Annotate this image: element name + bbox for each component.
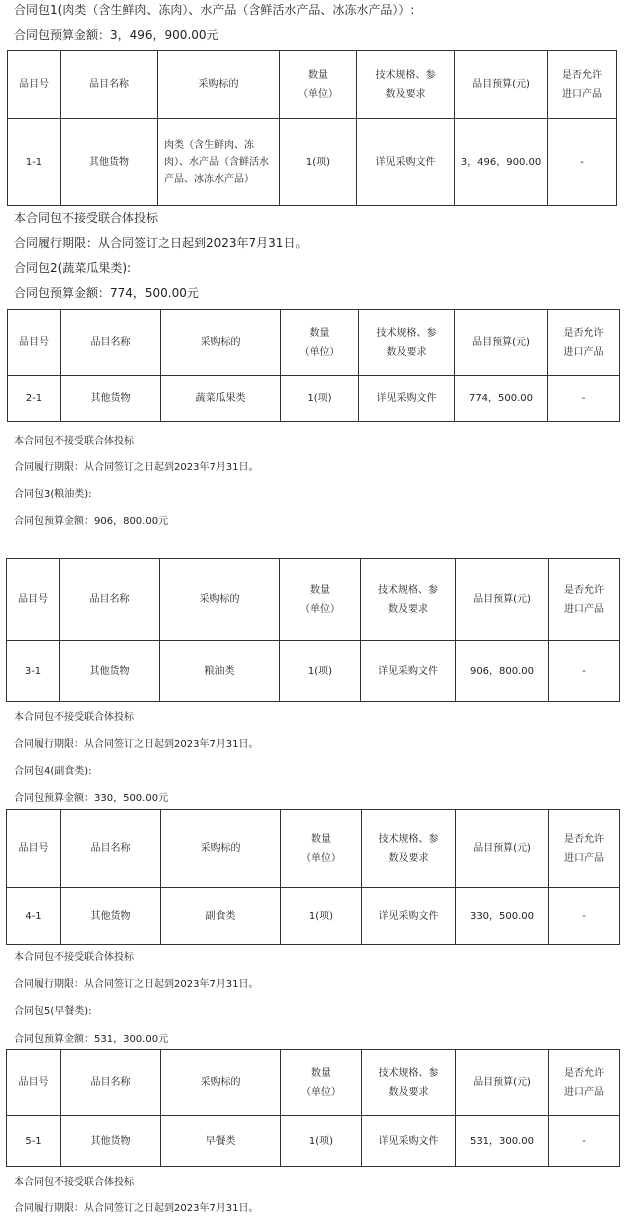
cell-item-name: 其他货物 — [60, 641, 160, 702]
header-item-no: 品目号 — [7, 1050, 61, 1116]
header-budget: 品目预算(元) — [456, 559, 549, 641]
package-4-table — [6, 809, 620, 945]
header-spec: 技术规格、参 数及要求 — [361, 559, 456, 641]
header-item-no: 品目号 — [7, 559, 60, 641]
table-header-row — [7, 1050, 620, 1116]
package-2-table — [7, 309, 620, 422]
table-row — [7, 1116, 620, 1167]
header-spec: 技术规格、参 数及要求 — [362, 1050, 456, 1116]
cell-item-no: 2-1 — [8, 376, 61, 422]
cell-quantity: 1(项) — [281, 376, 359, 422]
table-header-row — [7, 810, 620, 888]
cell-quantity: 1(项) — [281, 1116, 362, 1167]
table-row — [7, 641, 620, 702]
package-2-title: 合同包2(蔬菜瓜果类): — [14, 261, 132, 275]
cell-import: - — [549, 641, 620, 702]
package-1-note-joint: 本合同包不接受联合体投标 — [14, 211, 159, 225]
header-import: 是否允许 进口产品 — [549, 559, 620, 641]
package-4-budget: 合同包预算金额：330，500.00元 — [14, 793, 169, 804]
header-quantity: 数量 （单位） — [281, 1050, 362, 1116]
package-2-note-term: 合同履行期限：从合同签订之日起到2023年7月31日。 — [14, 462, 259, 473]
package-1-table — [7, 50, 617, 206]
header-item-no: 品目号 — [8, 51, 61, 119]
cell-budget: 906，800.00 — [456, 641, 549, 702]
cell-budget: 774，500.00 — [455, 376, 548, 422]
package-3-note-joint: 本合同包不接受联合体投标 — [14, 712, 134, 723]
header-item-name: 品目名称 — [61, 810, 161, 888]
package-4-title: 合同包4(副食类): — [14, 766, 92, 777]
table-header-row — [8, 310, 620, 376]
package-5-budget: 合同包预算金额：531，300.00元 — [14, 1034, 169, 1045]
table-row — [7, 888, 620, 945]
package-1-budget: 合同包预算金额：3，496，900.00元 — [14, 28, 219, 42]
package-3-table — [6, 558, 620, 702]
header-target: 采购标的 — [161, 1050, 281, 1116]
package-4-note-joint: 本合同包不接受联合体投标 — [14, 952, 134, 963]
header-import: 是否允许 进口产品 — [548, 51, 617, 119]
header-budget: 品目预算(元) — [456, 1050, 549, 1116]
header-item-no: 品目号 — [8, 310, 61, 376]
header-target: 采购标的 — [161, 810, 281, 888]
cell-import: - — [548, 376, 620, 422]
cell-quantity: 1(项) — [280, 119, 357, 206]
table-header-row — [8, 51, 617, 119]
table-row — [8, 119, 617, 206]
package-1-title: 合同包1(肉类（含生鲜肉、冻肉）、水产品（含鲜活水产品、冰冻水产品））: — [14, 3, 415, 17]
cell-spec: 详见采购文件 — [361, 641, 456, 702]
cell-import: - — [548, 119, 617, 206]
cell-item-name: 其他货物 — [61, 119, 158, 206]
header-import: 是否允许 进口产品 — [549, 1050, 620, 1116]
table-header-row — [7, 559, 620, 641]
header-item-no: 品目号 — [7, 810, 61, 888]
header-spec: 技术规格、参 数及要求 — [362, 810, 456, 888]
cell-budget: 3，496，900.00 — [455, 119, 548, 206]
header-target: 采购标的 — [158, 51, 280, 119]
cell-item-name: 其他货物 — [61, 376, 161, 422]
package-2-budget: 合同包预算金额：774，500.00元 — [14, 286, 199, 300]
package-5-table — [6, 1049, 620, 1167]
header-quantity: 数量 （单位） — [281, 810, 362, 888]
cell-item-name: 其他货物 — [61, 1116, 161, 1167]
package-5-note-joint: 本合同包不接受联合体投标 — [14, 1177, 134, 1188]
header-item-name: 品目名称 — [61, 1050, 161, 1116]
cell-import: - — [549, 888, 620, 945]
header-item-name: 品目名称 — [60, 559, 160, 641]
cell-spec: 详见采购文件 — [359, 376, 455, 422]
cell-item-name: 其他货物 — [61, 888, 161, 945]
table-row — [8, 376, 620, 422]
header-quantity: 数量 （单位） — [280, 559, 361, 641]
package-5-note-term: 合同履行期限：从合同签订之日起到2023年7月31日。 — [14, 1203, 259, 1214]
header-spec: 技术规格、参 数及要求 — [357, 51, 455, 119]
cell-target: 蔬菜瓜果类 — [161, 376, 281, 422]
header-item-name: 品目名称 — [61, 310, 161, 376]
package-1-note-term: 合同履行期限：从合同签订之日起到2023年7月31日。 — [14, 236, 308, 250]
package-5-title: 合同包5(早餐类): — [14, 1006, 92, 1017]
cell-item-no: 5-1 — [7, 1116, 61, 1167]
package-2-note-joint: 本合同包不接受联合体投标 — [14, 436, 134, 447]
header-target: 采购标的 — [161, 310, 281, 376]
header-budget: 品目预算(元) — [455, 310, 548, 376]
header-quantity: 数量 （单位） — [281, 310, 359, 376]
cell-target: 早餐类 — [161, 1116, 281, 1167]
header-item-name: 品目名称 — [61, 51, 158, 119]
cell-import: - — [549, 1116, 620, 1167]
package-3-title: 合同包3(粮油类): — [14, 489, 92, 500]
cell-target: 粮油类 — [160, 641, 280, 702]
package-4-note-term: 合同履行期限：从合同签订之日起到2023年7月31日。 — [14, 979, 259, 990]
header-import: 是否允许 进口产品 — [549, 810, 620, 888]
cell-item-no: 4-1 — [7, 888, 61, 945]
header-budget: 品目预算(元) — [455, 51, 548, 119]
cell-spec: 详见采购文件 — [362, 888, 456, 945]
cell-target: 副食类 — [161, 888, 281, 945]
cell-budget: 531，300.00 — [456, 1116, 549, 1167]
header-budget: 品目预算(元) — [456, 810, 549, 888]
cell-target: 肉类（含生鲜肉、冻肉）、水产品（含鲜活水产品、冰冻水产品） — [158, 119, 280, 206]
header-spec: 技术规格、参 数及要求 — [359, 310, 455, 376]
cell-spec: 详见采购文件 — [357, 119, 455, 206]
header-target: 采购标的 — [160, 559, 280, 641]
header-import: 是否允许 进口产品 — [548, 310, 620, 376]
cell-item-no: 3-1 — [7, 641, 60, 702]
package-3-budget: 合同包预算金额：906，800.00元 — [14, 516, 169, 527]
cell-budget: 330，500.00 — [456, 888, 549, 945]
cell-item-no: 1-1 — [8, 119, 61, 206]
header-quantity: 数量 （单位） — [280, 51, 357, 119]
cell-quantity: 1(项) — [280, 641, 361, 702]
cell-quantity: 1(项) — [281, 888, 362, 945]
package-3-note-term: 合同履行期限：从合同签订之日起到2023年7月31日。 — [14, 739, 259, 750]
cell-spec: 详见采购文件 — [362, 1116, 456, 1167]
